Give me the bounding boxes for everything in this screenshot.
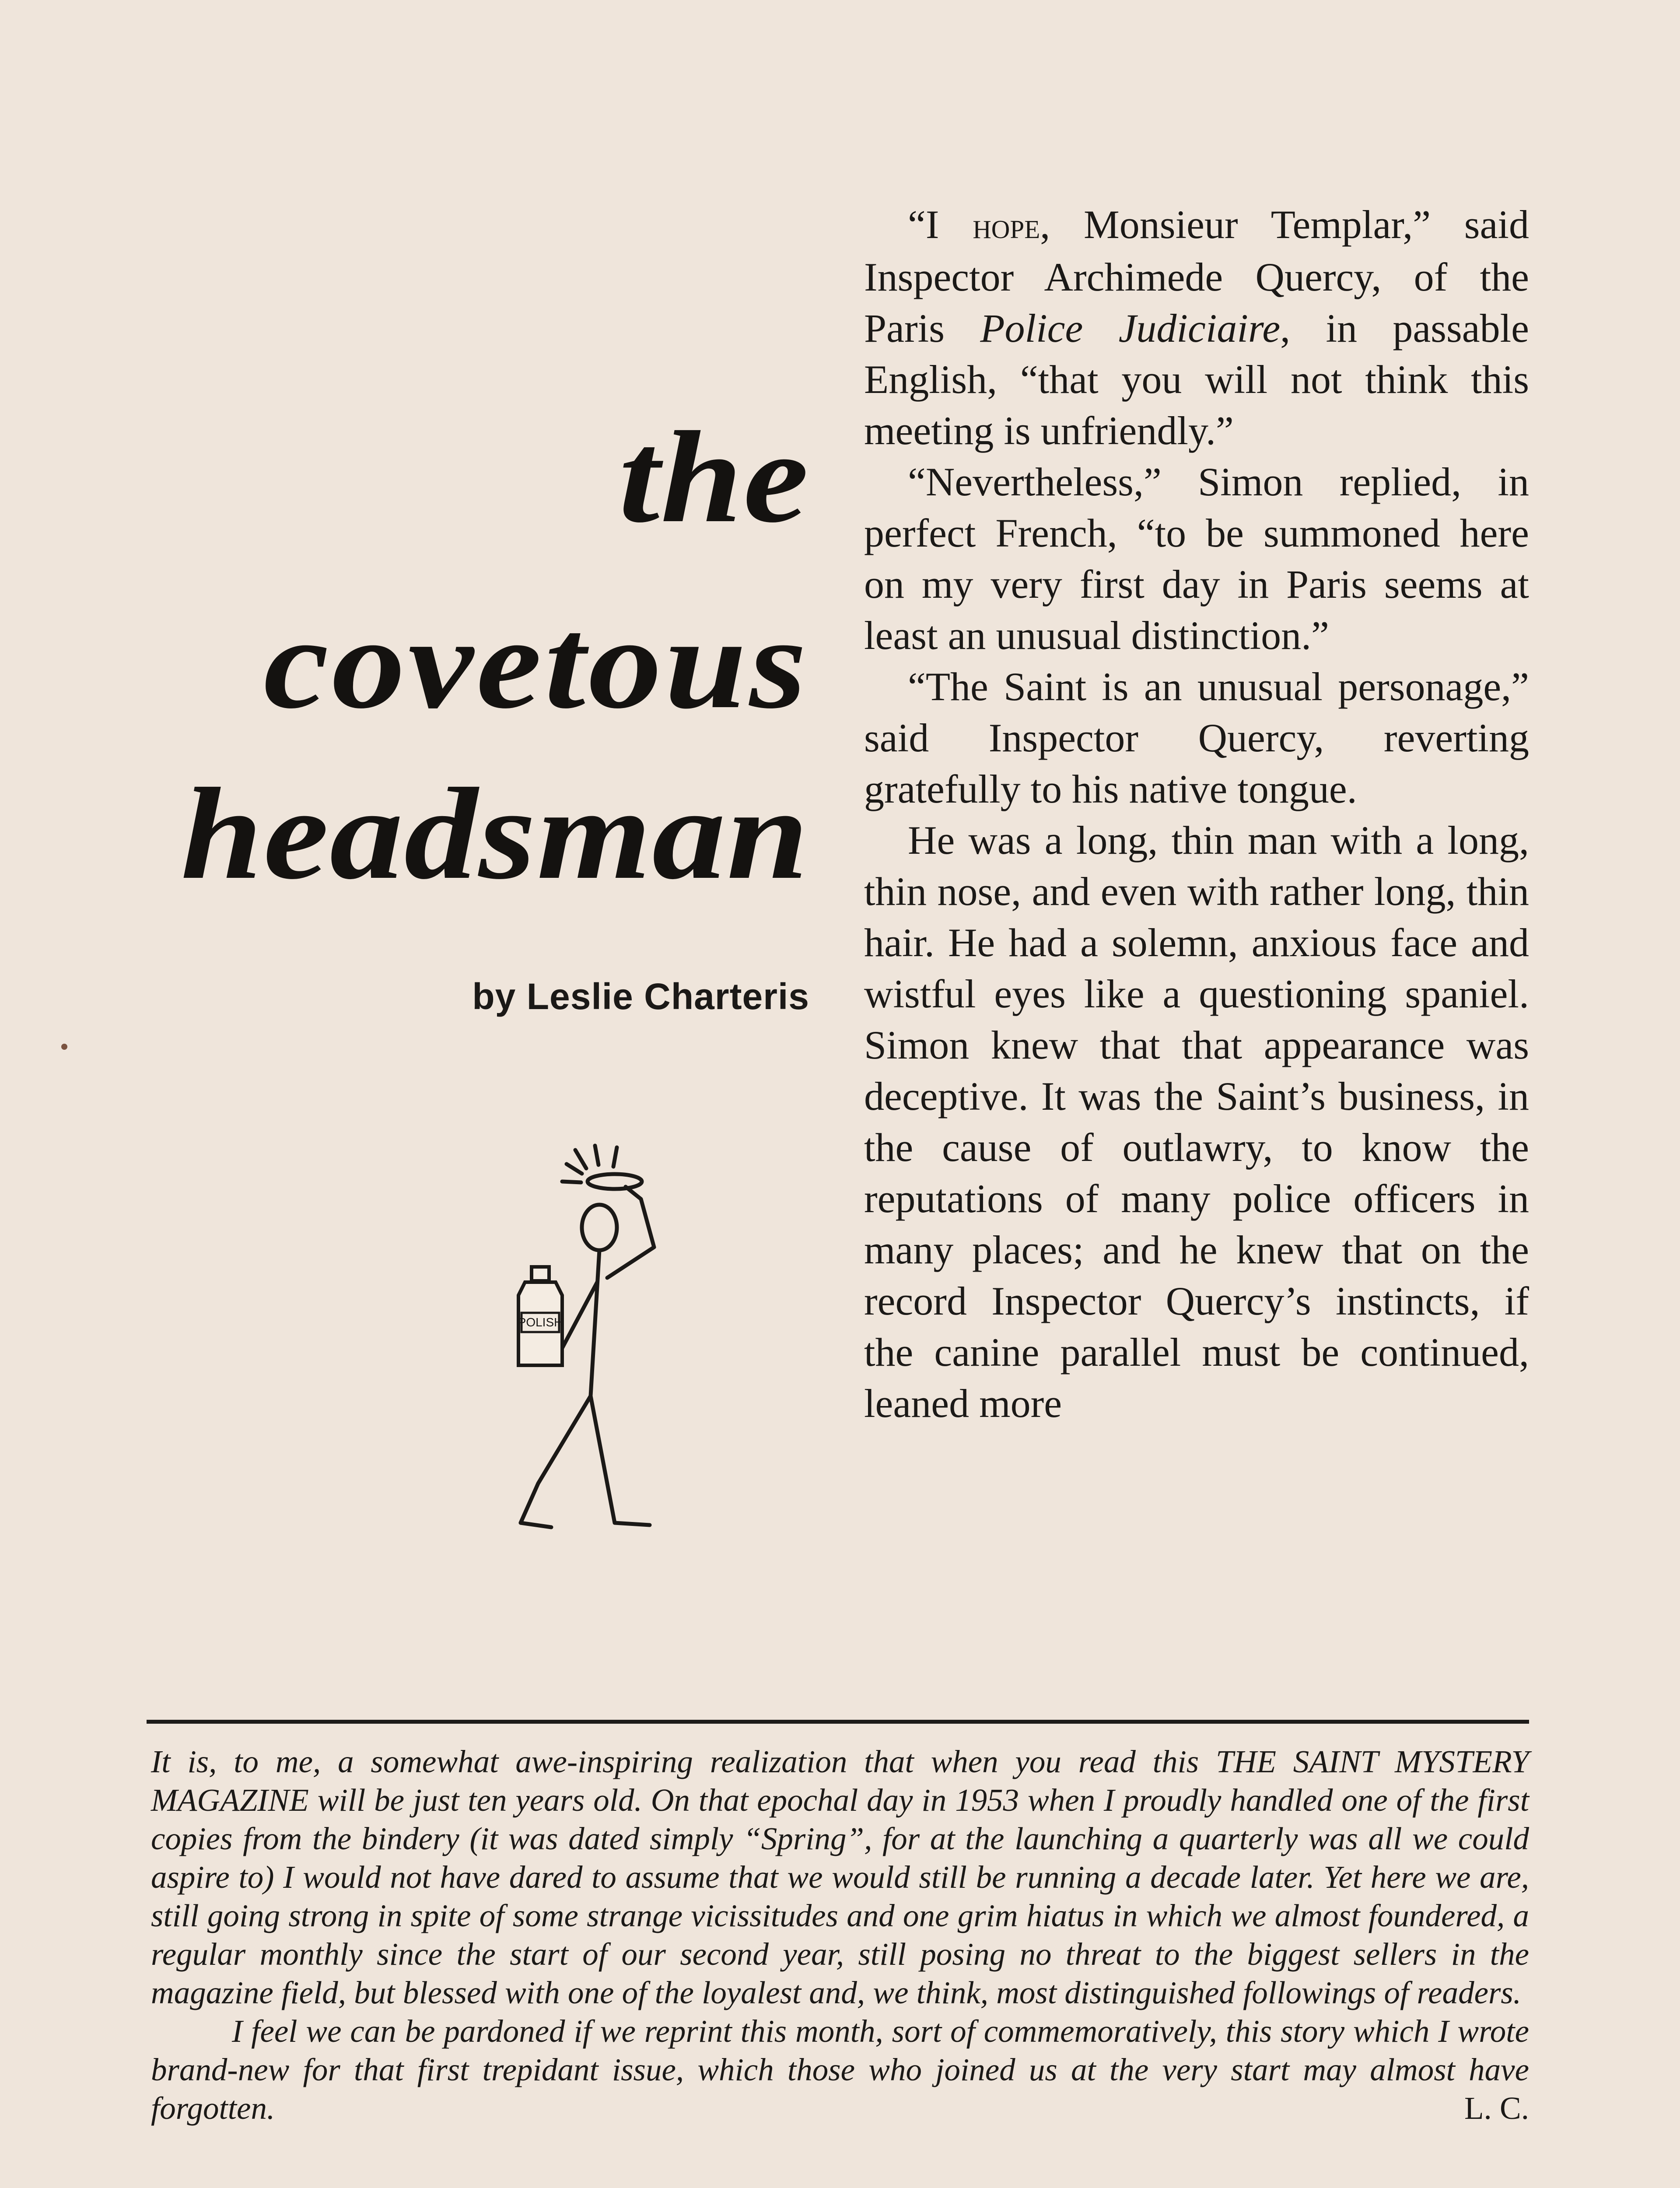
note-paragraph-1: It is, to me, a somewhat awe-inspiring realization that when you read this THE SAINT MYSTERY MAGAZINE will be just ten years old. On that epochal day in 1953 when I proudly handled one of the first copies from the bindery (it was dated simply “Spring”, for at the launching a quarterly was all we could aspire to) I would not have dared to assume that we would still be running a decade later. Yet here we are, still going strong in spite of some strange vicissitudes and one grim hiatus in which we almost foundered, a regular monthly since the start of our second year, still posing no threat to the biggest sellers in the magazine field, but blessed with one of the loyalest and, we think, most distinguished followings of readers. [151,1744,1529,2010]
divider-top [147,1720,1529,1724]
note-signature: L. C. [1464,2090,1529,2126]
title-line-2: covetous [263,590,809,736]
byline: by Leslie Charteris [472,976,809,1017]
title-line-1: the [618,404,809,550]
note-paragraph-2: I feel we can be pardoned if we reprint this month, sort of commemoratively, this story which I wrote brand-new for that first trepidant issue, which those who joined us at the very start may almost have forgotten. L. C. [151,2012,1529,2128]
story-paragraph-1: “I hope, Monsieur Templar,” said Inspector Archimede Quercy, of the Paris Police Judiciaire, in passable English, “that you will not think this meeting is unfriendly.” [864,202,1530,453]
bottle-label: POLISH [518,1315,563,1329]
story-paragraph-3: “The Saint is an unusual personage,” said Inspector Quercy, reverting gratefully to his native tongue. [864,664,1529,811]
saint-stick-figure-icon [503,1138,704,1558]
ink-speck [61,1044,67,1050]
story-column [864,199,1529,1429]
story-paragraph-2: “Nevertheless,” Simon replied, in perfect French, “to be summoned here on my very first day in Paris seems at least an unusual distinction.” [864,459,1529,658]
story-paragraph-4: He was a long, thin man with a long, thin nose, and even with rather long, thin hair. He had a solemn, anxious face and wistful eyes like a questioning spaniel. Simon knew that that appearance was deceptive. It was the Saint’s business, in the cause of outlawry, to know the reputations of many police officers in many places; and he knew that on the record Inspector Quercy’s instincts, if the canine parallel must be continued, leaned more [864,818,1529,1426]
editorial-note [151,1743,1529,2128]
title-line-3: headsman [181,761,809,906]
